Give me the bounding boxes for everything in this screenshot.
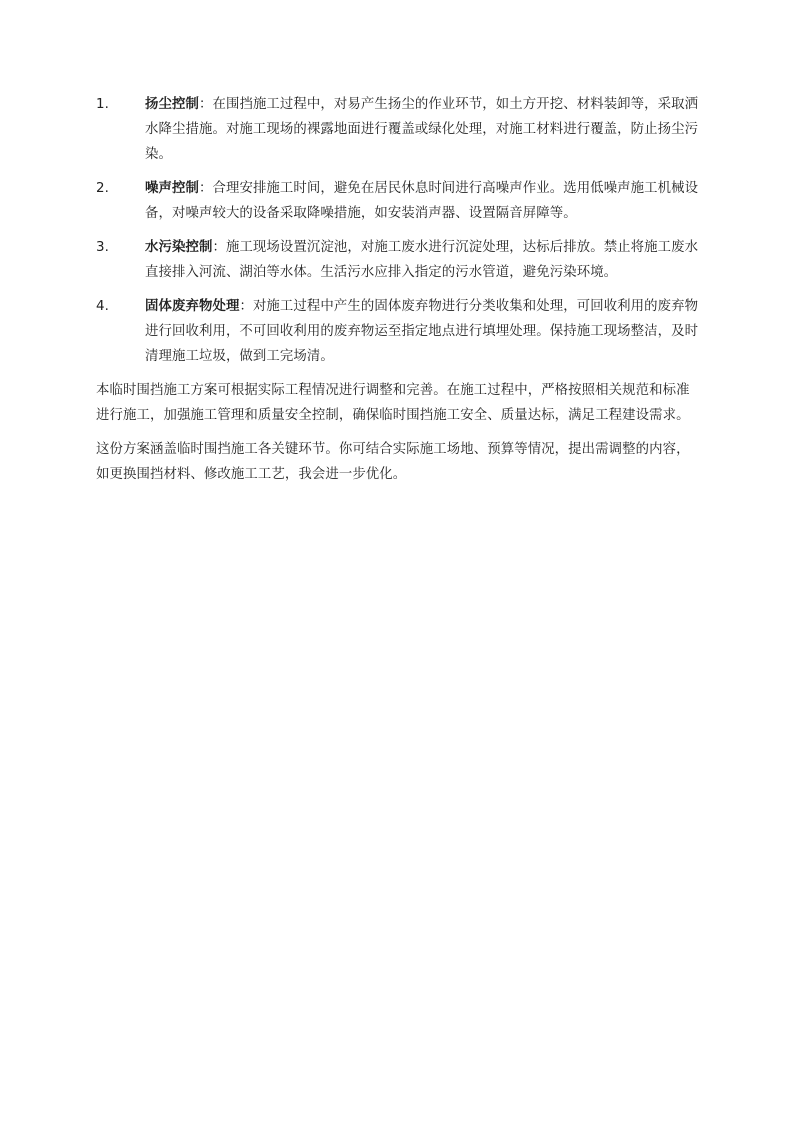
list-item-water-pollution-control bbox=[96, 235, 702, 285]
item-text: 合理安排施工时间，避免在居民休息时间进行高噪声作业。选用低噪声施工机械设备，对噪声较大的设备采取降噪措施，如安装消声器、设置隔音屏障等。 bbox=[145, 181, 699, 221]
list-number: 1. bbox=[96, 97, 109, 112]
item-text: 在围挡施工过程中，对易产生扬尘的作业环节，如土方开挖、材料装卸等，采取洒水降尘措施。对施工现场的裸露地面进行覆盖或绿化处理，对施工材料进行覆盖，防止扬尘污染。 bbox=[145, 97, 699, 162]
summary-paragraph: 本临时围挡施工方案可根据实际工程情况进行调整和完善。在施工过程中，严格按照相关规范和标准进行施工，加强施工管理和质量安全控制，确保临时围挡施工安全、质量达标，满足工程建设需求。 bbox=[96, 383, 690, 423]
list-number: 2. bbox=[96, 181, 109, 196]
document-body bbox=[96, 92, 702, 496]
item-text: 对施工过程中产生的固体废弃物进行分类收集和处理，可回收利用的废弃物进行回收利用，不可回收利用的废弃物运至指定地点进行填埋处理。保持施工现场整洁，及时清理施工垃圾，做到工完场清。 bbox=[145, 299, 699, 364]
list-number: 3. bbox=[96, 240, 109, 255]
list-item-dust-control bbox=[96, 92, 702, 167]
item-title: 噪声控制 bbox=[145, 181, 199, 196]
title-separator: ： bbox=[198, 181, 213, 196]
closing-paragraph: 这份方案涵盖临时围挡施工各关键环节。你可结合实际施工场地、预算等情况，提出需调整的内容，如更换围挡材料、修改施工工艺，我会进一步优化。 bbox=[96, 442, 690, 482]
item-text: 施工现场设置沉淀池，对施工废水进行沉淀处理，达标后排放。禁止将施工废水直接排入河流、湖泊等水体。生活污水应排入指定的污水管道，避免污染环境。 bbox=[145, 240, 699, 280]
title-separator: ： bbox=[198, 97, 213, 112]
title-separator: ： bbox=[212, 240, 226, 255]
list-item-noise-control bbox=[96, 176, 702, 226]
item-title: 扬尘控制 bbox=[145, 97, 199, 112]
item-title: 水污染控制 bbox=[145, 240, 213, 255]
environmental-measures-list bbox=[96, 92, 702, 369]
title-separator: ： bbox=[239, 299, 253, 314]
list-number: 4. bbox=[96, 299, 109, 314]
item-title: 固体废弃物处理 bbox=[145, 299, 240, 314]
list-item-solid-waste bbox=[96, 294, 702, 369]
